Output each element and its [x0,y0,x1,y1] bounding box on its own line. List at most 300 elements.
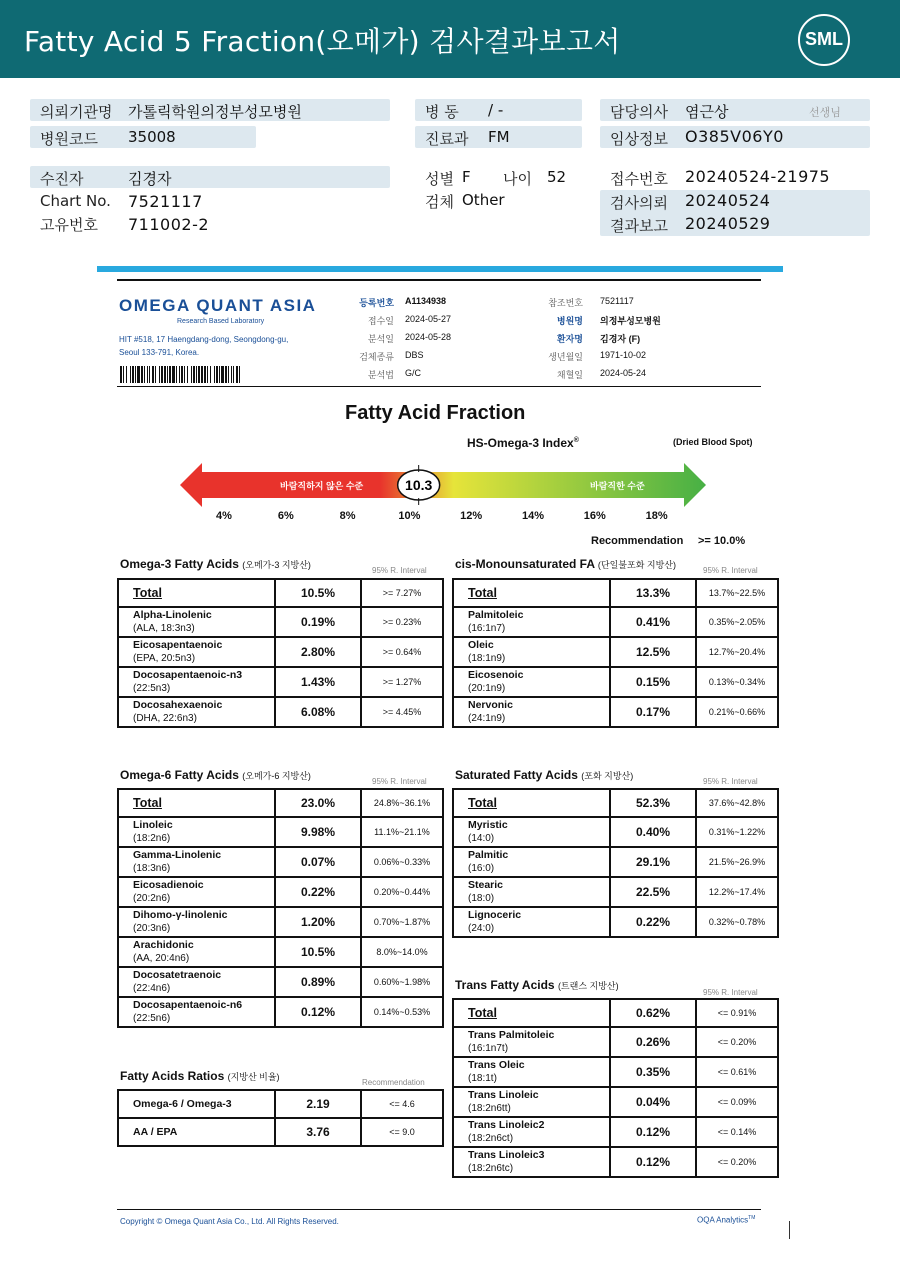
fatty-acid-notation: (18:2n6tc) [468,1163,514,1174]
sml-logo: SML [798,14,850,66]
patient-value: 김경자 [128,170,172,188]
saturated-section-title [455,768,633,782]
fatty-acid-label: Nervonic [468,699,513,711]
gauge-tick-label: 6% [277,510,294,522]
barcode-bar [132,366,134,383]
doctor-suffix: 선생님 [809,106,841,119]
meta-label: 채혈일 [556,370,583,380]
meta-label: 환자명 [556,334,583,344]
barcode [120,366,241,383]
trans-interval-caption: 95% R. Interval [703,988,758,997]
reference-value: >= 1.27% [361,667,443,697]
barcode-bar [155,366,156,383]
reference-value: >= 7.27% [361,579,443,607]
fatty-acid-notation: (ALA, 18:3n3) [133,623,195,634]
reference-value: <= 0.14% [696,1117,778,1147]
section-title-korean: (단일불포화 지방산) [597,560,676,570]
section-title-text: Omega-6 Fatty Acids [120,768,239,782]
fatty-acid-name [453,579,610,607]
recommendation-value: >= 10.0% [698,535,746,547]
fatty-acid-label: Gamma-Linolenic [133,849,222,861]
page-edge-mark [789,1221,790,1239]
gauge-tick-label: 12% [460,510,483,522]
dept-value: FM [488,128,510,146]
barcode-bar [147,366,148,383]
barcode-bar [172,366,175,383]
fatty-acid-notation: (18:0) [468,893,495,904]
ratios-interval-caption: Recommendation [362,1078,425,1087]
fatty-acid-name [118,847,275,877]
fatty-acid-notation: (18:2n6ct) [468,1133,514,1144]
fatty-acid-notation: (18:3n6) [133,863,171,874]
fatty-acid-name [118,607,275,637]
reference-value: <= 0.61% [696,1057,778,1087]
result-value: 2.19 [275,1090,361,1118]
result-value: 22.5% [610,877,696,907]
table-row [453,697,778,727]
receipt-value: 20240524-21975 [685,167,831,186]
table-row [118,937,443,967]
meta-label: 등록번호 [359,298,394,308]
table-row [118,877,443,907]
fatty-acid-name [118,1090,275,1118]
fatty-acid-label: Lignoceric [468,909,522,921]
table-row [453,1087,778,1117]
trans-table [452,998,779,1178]
barcode-bar [233,366,234,383]
section-title-text: Trans Fatty Acids [455,978,555,992]
fatty-acid-label: Trans Linoleic [468,1089,539,1101]
lab-address-1: HIT #518, 17 Haengdang-dong, Seongdong-gu, [119,335,289,344]
table-row [118,847,443,877]
ratios-table [117,1089,444,1147]
table-row [118,1118,443,1146]
barcode-bar [120,366,122,383]
institution-label: 의뢰기관명 [40,103,113,121]
result-value: 13.3% [610,579,696,607]
fatty-acid-label: Total [133,586,162,600]
result-value: 9.98% [275,817,361,847]
lab-name: OMEGA QUANT ASIA [119,296,317,315]
reference-value: 12.7%~20.4% [696,637,778,667]
barcode-bar [201,366,203,383]
barcode-bar [181,366,183,383]
request-label: 검사의뢰 [610,194,668,212]
reference-value: 0.06%~0.33% [361,847,443,877]
omega6-section-title [120,768,311,782]
table-row [118,667,443,697]
meta-value: G/C [405,368,422,378]
reference-value: <= 0.20% [696,1147,778,1177]
meta-value: DBS [405,350,424,360]
result-label: 결과보고 [610,217,668,235]
barcode-bar [135,366,136,383]
fatty-acid-notation: (22:4n6) [133,983,171,994]
meta-label: 생년월일 [548,352,583,362]
gauge-value: 10.3 [405,477,433,493]
fatty-acid-label: Oleic [468,639,494,651]
table-row [453,1147,778,1177]
result-value: 0.12% [275,997,361,1027]
fatty-acid-name [453,877,610,907]
fatty-acid-label: Myristic [468,819,508,831]
reference-value: 0.21%~0.66% [696,697,778,727]
section-title-korean: (지방산 비율) [227,1072,280,1082]
index-title: HS-Omega-3 Index® [467,436,579,450]
section-title-text: cis-Monounsaturated FA [455,557,595,571]
barcode-bar [193,366,195,383]
sex-value: F [462,168,471,186]
result-value: 23.0% [275,789,361,817]
omega3-table [117,578,444,728]
fatty-acid-notation: (14:0) [468,833,495,844]
reference-value: <= 4.6 [361,1090,443,1118]
result-value: 10.5% [275,937,361,967]
fatty-acid-name [118,877,275,907]
dried-blood-spot: (Dried Blood Spot) [673,437,753,447]
patient-row [30,166,390,188]
meta-value: 의정부성모병원 [600,316,661,326]
fatty-acid-label: Trans Oleic [468,1059,525,1071]
age-label: 나이 [503,170,532,188]
meta-value: A1134938 [405,296,447,306]
reference-value: 24.8%~36.1% [361,789,443,817]
unique-label: 고유번호 [40,216,98,234]
fatty-acid-notation: (18:1n9) [468,653,506,664]
barcode-bar [149,366,150,383]
fatty-acid-name [453,1147,610,1177]
barcode-bar [123,366,124,383]
ward-value: / - [488,101,504,119]
fatty-acid-label: Docosatetraenoic [133,969,222,981]
clinical-value: O385V06Y0 [685,127,784,146]
fatty-acid-notation: (18:2n6) [133,833,171,844]
omega3-section-title [120,557,311,571]
fatty-acid-label: Total [133,796,162,810]
fatty-acid-notation: (22:5n3) [133,683,171,694]
barcode-bar [184,366,185,383]
reference-value: 0.60%~1.98% [361,967,443,997]
fatty-acid-name [118,907,275,937]
fatty-acid-name [118,937,275,967]
reference-value: 0.14%~0.53% [361,997,443,1027]
fatty-acid-name [453,847,610,877]
meta-value: 2024-05-24 [600,368,647,378]
table-row [453,999,778,1027]
barcode-bar [239,366,240,383]
table-row [453,789,778,817]
result-value: 1.20% [275,907,361,937]
mono-table [452,578,779,728]
fraction-title: Fatty Acid Fraction [345,402,526,424]
barcode-bar [179,366,180,383]
chart-value: 7521117 [128,192,203,211]
fatty-acid-name [453,607,610,637]
reference-value: >= 0.64% [361,637,443,667]
section-title-korean: (트랜스 지방산) [557,981,619,991]
reference-value: 0.13%~0.34% [696,667,778,697]
fatty-acid-notation: (20:2n6) [133,893,171,904]
result-value: 0.22% [610,907,696,937]
fatty-acid-name [453,1057,610,1087]
barcode-bar [236,366,238,383]
gauge-tick-label: 16% [583,510,606,522]
barcode-bar [216,366,218,383]
specimen-label: 검체 [425,193,454,211]
result-value: 0.89% [275,967,361,997]
fatty-acid-notation: (24:0) [468,923,495,934]
result-value: 29.1% [610,847,696,877]
table-row [453,579,778,607]
table-row [453,877,778,907]
gauge-left-text: 바람직하지 않은 수준 [280,481,364,491]
result-value: 0.04% [610,1087,696,1117]
fatty-acid-label: Arachidonic [133,939,194,951]
fatty-acid-label: Palmitic [468,849,509,861]
barcode-bar [207,366,208,383]
barcode-bar [187,366,188,383]
fatty-acid-label: Trans Linoleic3 [468,1149,545,1161]
dept-label: 진료과 [425,130,469,148]
section-title-korean: (오메가-3 지방산) [242,560,311,570]
section-title-text: Saturated Fatty Acids [455,768,578,782]
table-row [453,607,778,637]
result-value: 0.07% [275,847,361,877]
section-title-text: Fatty Acids Ratios [120,1069,225,1083]
saturated-interval-caption: 95% R. Interval [703,777,758,786]
reference-value: >= 0.23% [361,607,443,637]
reference-value: 37.6%~42.8% [696,789,778,817]
table-row [453,667,778,697]
result-value: 3.76 [275,1118,361,1146]
gauge-tick-label: 14% [521,510,545,522]
barcode-bar [161,366,163,383]
table-row [118,967,443,997]
code-label: 병원코드 [40,130,98,148]
fatty-acid-label: Eicosadienoic [133,879,204,891]
fatty-acid-label: Total [468,796,497,810]
result-value: 10.5% [275,579,361,607]
reference-value: <= 9.0 [361,1118,443,1146]
gauge-tick-label: 4% [216,510,232,522]
fatty-acid-name [118,637,275,667]
fatty-acid-label: Alpha-Linolenic [133,609,212,621]
result-value: 0.40% [610,817,696,847]
reference-value: 0.35%~2.05% [696,607,778,637]
fatty-acid-name [453,1117,610,1147]
result-value: 0.35% [610,1057,696,1087]
clinical-label: 임상정보 [610,130,668,148]
result-value: 12.5% [610,637,696,667]
fatty-acid-name [118,1118,275,1146]
barcode-bar [228,366,229,383]
sex-label: 성별 [425,170,454,188]
table-row [453,817,778,847]
reference-value: 11.1%~21.1% [361,817,443,847]
fatty-acid-name [453,999,610,1027]
result-value: 0.41% [610,607,696,637]
fatty-acid-label: Eicosenoic [468,669,524,681]
fatty-acid-notation: (20:3n6) [133,923,171,934]
table-row [453,1027,778,1057]
fatty-acid-label: Trans Linoleic2 [468,1119,545,1131]
barcode-bar [144,366,145,383]
result-value: 0.62% [610,999,696,1027]
mono-section-title [455,557,676,571]
barcode-bar [164,366,166,383]
result-value: 20240529 [685,214,771,233]
gauge-tick-label: 10% [398,510,421,522]
fatty-acid-name [453,1027,610,1057]
fatty-acid-name [118,967,275,997]
table-row [118,817,443,847]
table-row [118,579,443,607]
result-value: 52.3% [610,789,696,817]
barcode-bar [191,366,192,383]
report-meta-rule [117,386,761,387]
table-row [453,1117,778,1147]
fatty-acid-name [453,907,610,937]
result-value: 0.22% [275,877,361,907]
oqa-analytics: OQA Analytics™ [697,1215,756,1225]
barcode-bar [198,366,200,383]
meta-label: 참조번호 [548,298,583,308]
fatty-acid-label: Dihomo-γ-linolenic [133,909,228,921]
trans-section-title [455,978,619,992]
reference-value: 12.2%~17.4% [696,877,778,907]
result-value: 0.17% [610,697,696,727]
code-value: 35008 [128,128,176,146]
request-value: 20240524 [685,191,771,210]
table-row [118,607,443,637]
fatty-acid-name [118,789,275,817]
patient-label: 수진자 [40,170,84,188]
barcode-bar [221,366,224,383]
barcode-bar [152,366,154,383]
barcode-bar [210,366,211,383]
fatty-acid-name [453,1087,610,1117]
meta-label: 병원명 [556,316,583,326]
fatty-acid-label: Omega-6 / Omega-3 [133,1098,232,1110]
reference-value: 21.5%~26.9% [696,847,778,877]
reference-value: 0.32%~0.78% [696,907,778,937]
table-row [118,789,443,817]
fatty-acid-notation: (20:1n9) [468,683,506,694]
result-value: 1.43% [275,667,361,697]
reference-value: <= 0.91% [696,999,778,1027]
fatty-acid-name [118,997,275,1027]
table-row [118,1090,443,1118]
blue-divider [97,266,783,272]
gauge-tick-label: 18% [645,510,668,522]
chart-label: Chart No. [40,192,111,210]
report-header [0,0,900,78]
reference-value: <= 0.09% [696,1087,778,1117]
fatty-acid-label: Stearic [468,879,504,891]
fatty-acid-name [453,697,610,727]
meta-value: 7521117 [600,296,634,306]
fatty-acid-name [118,667,275,697]
reference-value: 0.31%~1.22% [696,817,778,847]
fatty-acid-name [118,579,275,607]
barcode-bar [231,366,232,383]
reference-value: >= 4.45% [361,697,443,727]
barcode-bar [141,366,143,383]
barcode-bar [169,366,171,383]
copyright: Copyright © Omega Quant Asia Co., Ltd. All Rights Reserved. [120,1217,339,1226]
fatty-acid-name [453,817,610,847]
barcode-bar [214,366,215,383]
result-value: 6.08% [275,697,361,727]
fatty-acid-notation: (16:1n7) [468,623,506,634]
omega3-interval-caption: 95% R. Interval [372,566,427,575]
reference-value: <= 0.20% [696,1027,778,1057]
fatty-acid-notation: (18:1t) [468,1073,497,1084]
table-row [118,637,443,667]
meta-label: 접수일 [367,316,394,326]
omega6-interval-caption: 95% R. Interval [372,777,427,786]
receipt-label: 접수번호 [610,170,668,188]
barcode-bar [126,366,127,383]
result-value: 0.19% [275,607,361,637]
gauge-marker [398,465,440,505]
ward-label: 병 동 [425,103,459,121]
fatty-acid-name [118,697,275,727]
barcode-bar [176,366,177,383]
barcode-bar [196,366,197,383]
barcode-bar [204,366,206,383]
fatty-acid-notation: (AA, 20:4n6) [133,953,190,964]
result-value: 0.12% [610,1147,696,1177]
section-title-text: Omega-3 Fatty Acids [120,557,239,571]
meta-value: 2024-05-27 [405,314,452,324]
fatty-acid-label: Docosapentaenoic-n6 [133,999,243,1011]
fatty-acid-notation: (EPA, 20:5n3) [133,653,196,664]
recommendation-label: Recommendation [591,535,684,547]
table-row [118,907,443,937]
fatty-acid-label: Trans Palmitoleic [468,1029,555,1041]
saturated-table [452,788,779,938]
reference-value: 0.20%~0.44% [361,877,443,907]
result-value: 0.26% [610,1027,696,1057]
barcode-bar [219,366,220,383]
gauge-tick-label: 8% [339,510,356,522]
gauge-right-text: 바람직한 수준 [590,481,645,491]
fatty-acid-notation: (DHA, 22:6n3) [133,713,197,724]
fatty-acid-notation: (24:1n9) [468,713,506,724]
lab-address-2: Seoul 133-791, Korea. [119,348,200,357]
fatty-acid-label: AA / EPA [133,1126,178,1138]
meta-value: 김경자 (F) [600,334,641,344]
fatty-acid-notation: (16:0) [468,863,495,874]
section-title-korean: (포화 지방산) [581,771,634,781]
meta-label: 분석일 [367,334,394,344]
table-row [453,907,778,937]
meta-label: 검체종류 [359,352,394,362]
fatty-acid-name [453,667,610,697]
fatty-acid-label: Linoleic [133,819,173,831]
fatty-acid-name [453,637,610,667]
meta-value: 1971-10-02 [600,350,647,360]
fatty-acid-label: Docosahexaenoic [133,699,223,711]
fatty-acid-name [118,817,275,847]
barcode-bar [167,366,168,383]
meta-label: 분석법 [367,370,394,380]
barcode-bar [225,366,227,383]
omega6-table [117,788,444,1028]
fatty-acid-notation: (16:1n7t) [468,1043,509,1054]
result-value: 0.12% [610,1117,696,1147]
